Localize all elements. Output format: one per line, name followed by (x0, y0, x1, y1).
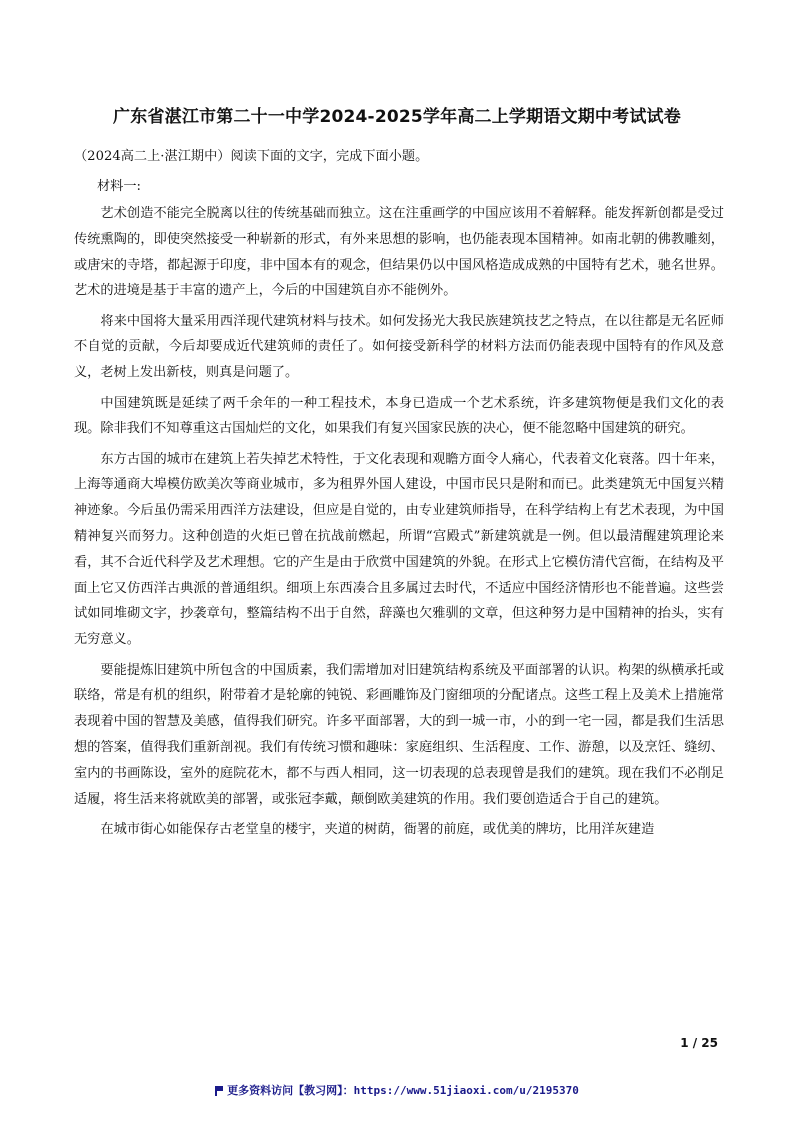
page-number: 1 / 25 (680, 1036, 718, 1050)
paragraph: 在城市街心如能保存古老堂皇的楼宇，夹道的树荫，衙署的前庭，或优美的牌坊，比用洋灰建造 (100, 821, 655, 837)
footer-link[interactable] (0, 1082, 794, 1098)
article-body (74, 201, 724, 847)
document-title: 广东省湛江市第二十一中学2024-2025学年高二上学期语文期中考试试卷 (113, 107, 681, 127)
material-label: 材料一: (97, 179, 142, 194)
paragraph: 东方古国的城市在建筑上若失掉艺术特性，于文化表现和观瞻方面令人痛心，代表着文化衰落。四十年来，上海等通商大埠模仿欧美次等商业城市，多为租界外国人建设，中国市民只是附和而已。此类建筑无中国复兴精神迹象。今后虽仍需采用西洋方法建设，但应是自觉的，由专业建筑师指导，在科学结构上有艺术表现，为中国精神复兴而努力。这种创造的火炬已曾在抗战前燃起，所谓“宫殿式”新建筑就是一例。但以最清醒建筑理论来看，其不合近代科学及艺术理想。它的产生是由于欣赏中国建筑的外貌。在形式上它模仿清代宫衙，在结构及平面上它又仿西洋古典派的普通组织。细项上东西凑合且多属过去时代，不适应中国经济情形也不能普遍。这些尝试如同堆砌文字，抄袭章句，整篇结构不出于自然，辞藻也欠雅驯的文章，但这种努力是中国精神的抬头，实有无穷意义。 (74, 451, 724, 648)
footer-text[interactable]: 更多资料访问【教习网】：https://www.51jiaoxi.com/u/2195370 (227, 1084, 579, 1097)
flag-icon (215, 1086, 223, 1095)
paragraph: 艺术创造不能完全脱离以往的传统基础而独立。这在注重画学的中国应该用不着解释。能发挥新创都是受过传统熏陶的，即使突然接受一种崭新的形式，有外来思想的影响，也仍能表现本国精神。如南北朝的佛教雕刻，或唐宋的寺塔，都起源于印度，非中国本有的观念，但结果仍以中国风格造成成熟的中国特有艺术，驰名世界。艺术的进境是基于丰富的遗产上，今后的中国建筑自亦不能例外。 (74, 206, 724, 299)
paragraph: 要能提炼旧建筑中所包含的中国质素，我们需增加对旧建筑结构系统及平面部署的认识。构架的纵横承托或联络，常是有机的组织，附带着才是轮廓的钝锐、彩画雕饰及门窗细项的分配诸点。这些工程上及美术上措施常表现着中国的智慧及美感，值得我们研究。许多平面部署，大的到一城一市，小的到一宅一园，都是我们生活思想的答案，值得我们重新剖视。我们有传统习惯和趣味：家庭组织、生活程度、工作、游憩，以及烹饪、缝纫、室内的书画陈设，室外的庭院花木，都不与西人相同，这一切表现的总表现曾是我们的建筑。现在我们不必削足适履，将生活来将就欧美的部署，或张冠李戴，颠倒欧美建筑的作用。我们要创造适合于自己的建筑。 (74, 662, 724, 807)
paragraph: 中国建筑既是延续了两千余年的一种工程技术，本身已造成一个艺术系统，许多建筑物便是我们文化的表现。除非我们不知尊重这古国灿烂的文化，如果我们有复兴国家民族的决心，便不能忽略中国建筑的研究。 (74, 395, 724, 437)
paragraph: 将来中国将大量采用西洋现代建筑材料与技术。如何发扬光大我民族建筑技艺之特点，在以往都是无名匠师不自觉的贡献，今后却要成近代建筑师的责任了。如何接受新科学的材料方法而仍能表现中国特有的作风及意义，老树上发出新枝，则真是问题了。 (74, 313, 724, 381)
question-intro: （2024高二上·湛江期中）阅读下面的文字，完成下面小题。 (74, 149, 429, 164)
